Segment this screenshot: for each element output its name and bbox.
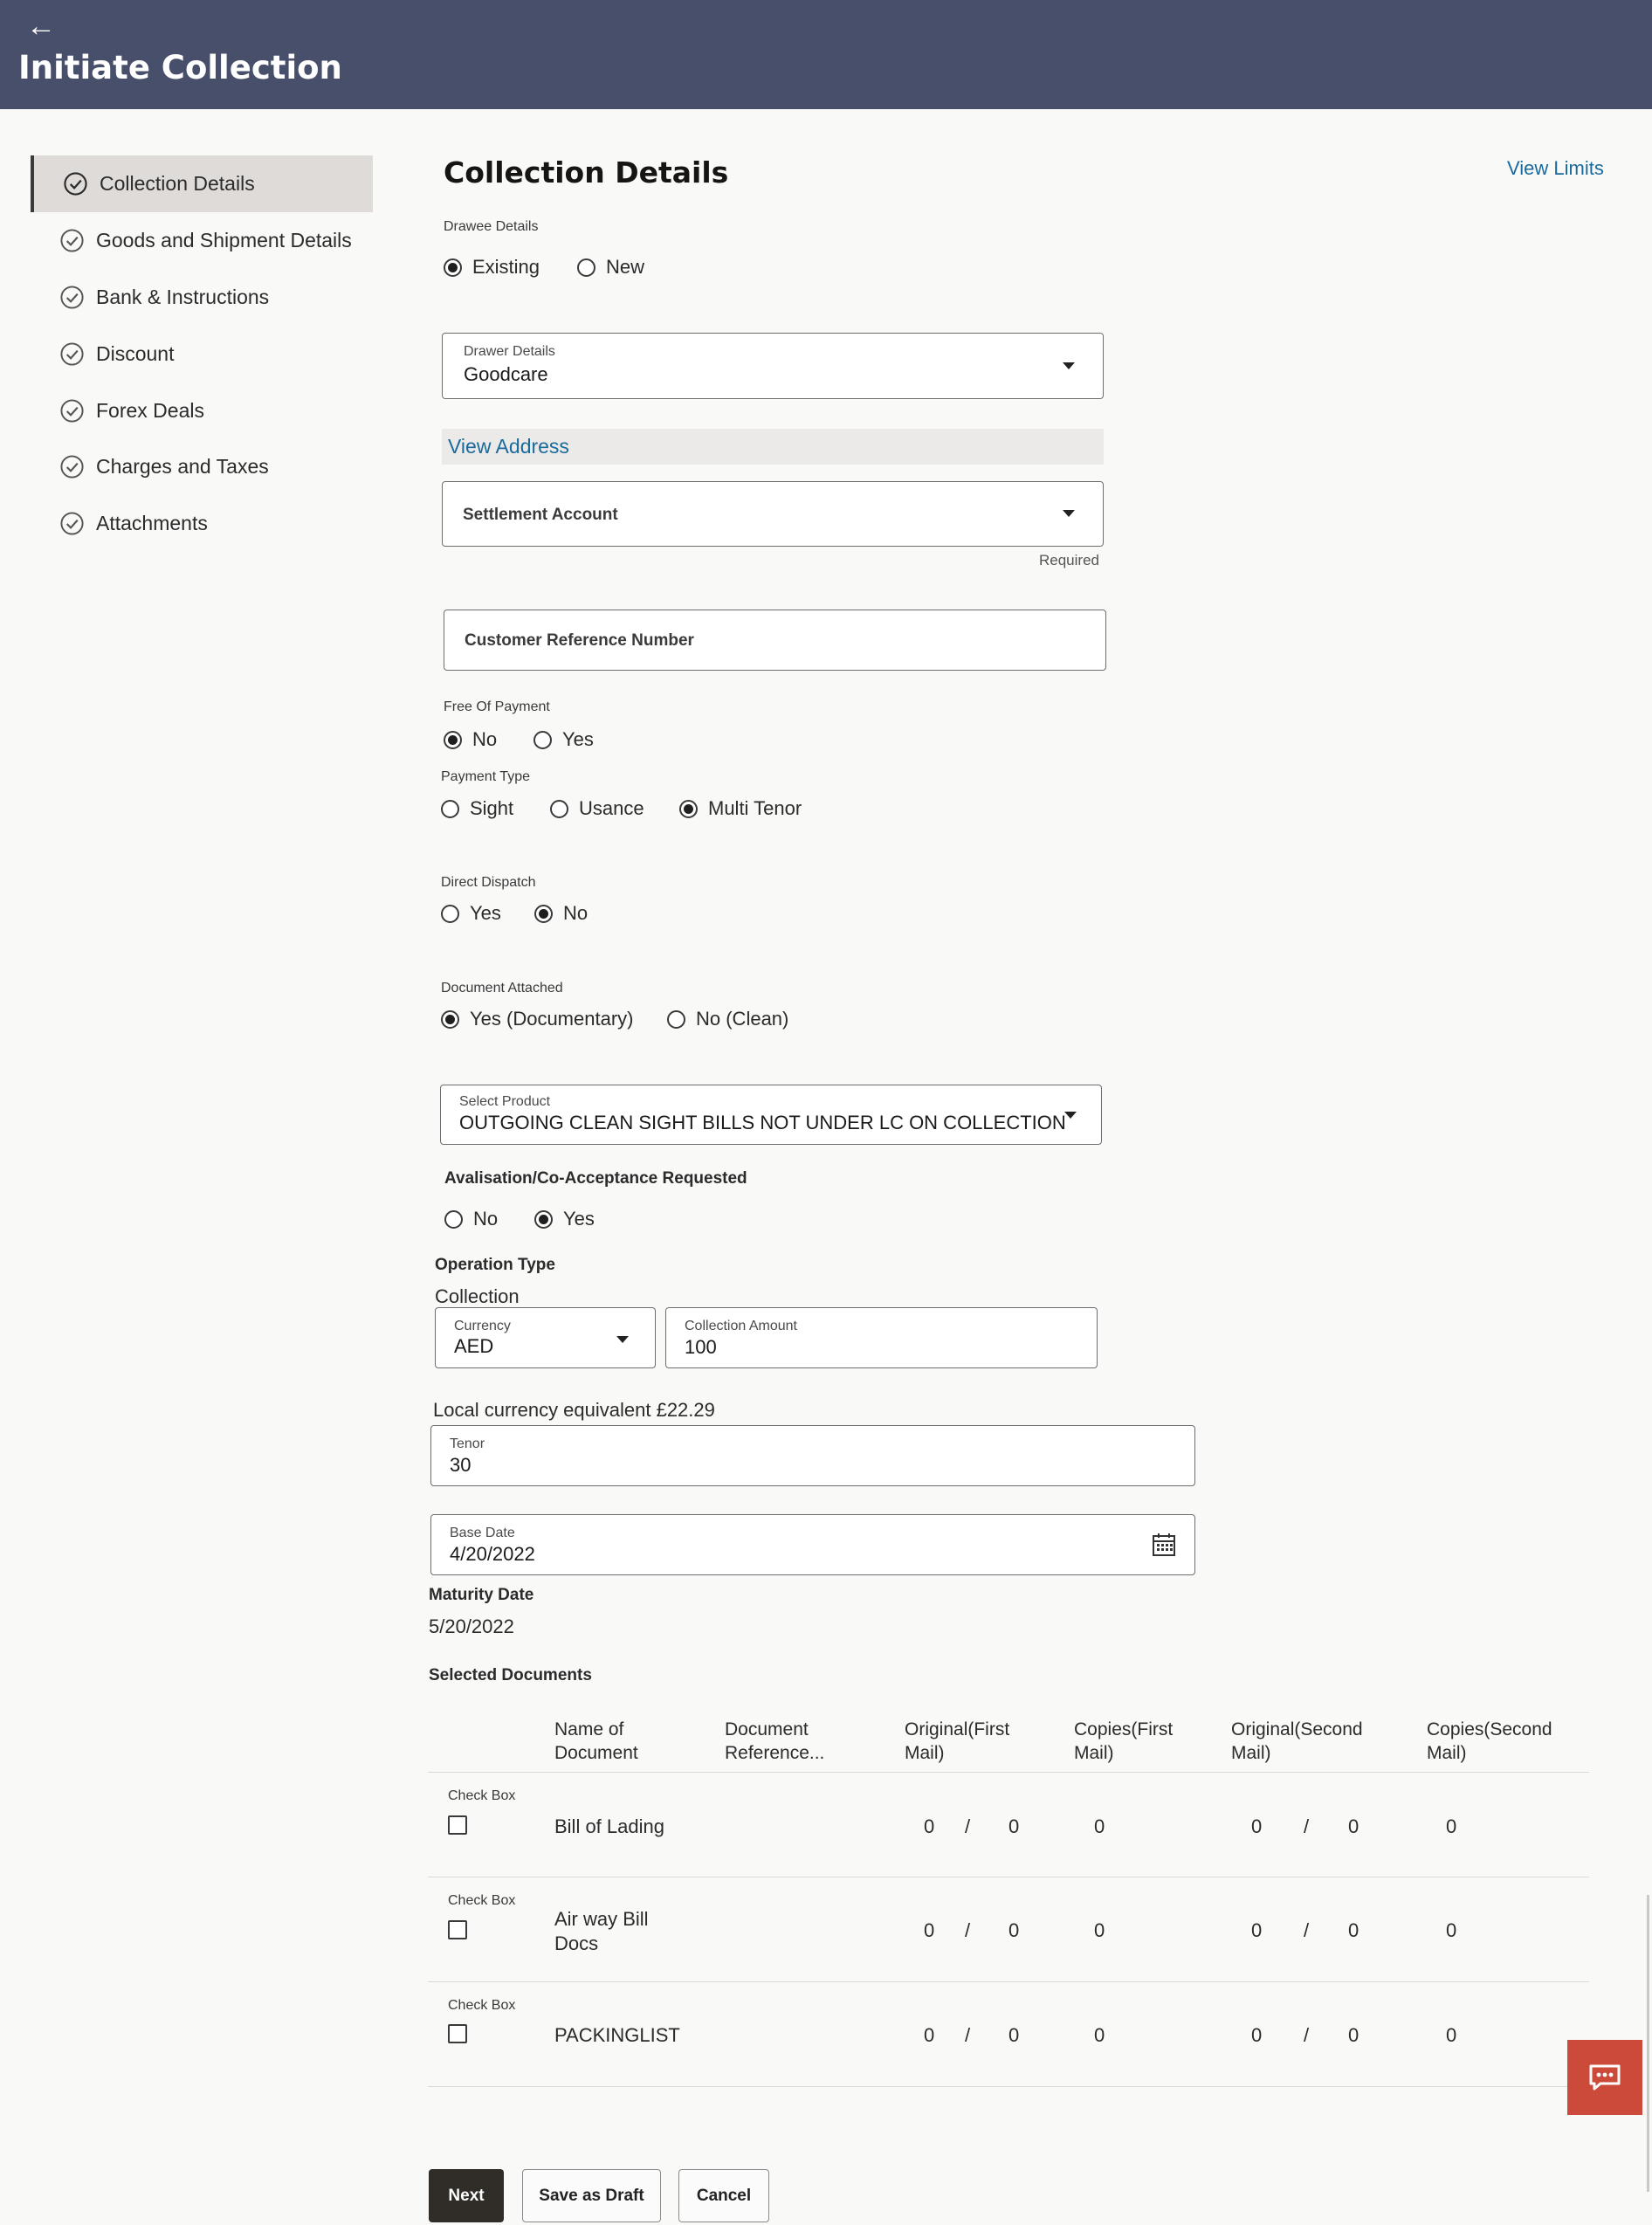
radio-label: Yes [563,1208,595,1230]
base-date-input[interactable] [430,1514,1195,1575]
sidebar-item-label: Attachments [96,512,208,534]
drawer-details-select[interactable] [442,333,1104,399]
radio-selected-icon [534,905,553,923]
collection-amount-input[interactable] [665,1307,1098,1368]
chevron-down-icon [616,1336,629,1343]
check-circle-icon [63,171,88,196]
drawee-details-label: Drawee Details [444,219,539,234]
operation-type-label: Operation Type [435,1256,555,1274]
local-currency-equivalent: Local currency equivalent £22.29 [433,1399,715,1421]
sidebar-item-bank-instructions[interactable] [31,269,373,326]
sidebar-item-attachments[interactable] [31,495,373,552]
direct-dispatch-yes-radio[interactable] [441,902,501,925]
base-date-label: Base Date [450,1526,515,1540]
sidebar-item-charges-taxes[interactable] [31,438,373,495]
document-name: Air way Bill Docs [554,1908,649,1954]
radio-selected-icon [679,800,698,818]
checkbox-label: Check Box [448,1788,516,1803]
copies-second-mail[interactable]: 0 [1446,1919,1457,1941]
row-checkbox[interactable] [448,2024,467,2043]
chat-bubble-icon [1588,2063,1621,2091]
sidebar-item-label: Goods and Shipment Details [96,229,352,251]
tenor-label: Tenor [450,1436,485,1451]
radio-selected-icon [444,258,462,277]
selected-documents-label: Selected Documents [429,1666,592,1684]
radio-unselected-icon [533,731,552,749]
slash-separator: / [965,1815,971,1837]
radio-label: Yes [562,728,594,750]
radio-unselected-icon [667,1010,685,1029]
next-button[interactable]: Next [429,2169,504,2222]
select-product-select[interactable] [440,1085,1102,1145]
original-second-mail-b[interactable]: 0 [1348,1815,1359,1837]
drawee-existing-radio[interactable] [444,256,540,279]
document-name: Bill of Lading [554,1815,664,1837]
checkbox-label: Check Box [448,1998,516,2013]
radio-label: No (Clean) [696,1008,789,1030]
check-circle-icon [59,511,85,536]
radio-label: Multi Tenor [708,797,802,819]
radio-unselected-icon [444,1210,463,1229]
scrollbar[interactable] [1647,1895,1649,2192]
radio-label: Usance [579,797,644,819]
document-name: PACKINGLIST [554,2024,680,2046]
column-header: Copies(Second Mail) [1427,1719,1552,1763]
radio-label: New [606,256,645,278]
free-of-payment-yes-radio[interactable] [533,728,594,751]
base-date-value: 4/20/2022 [450,1543,535,1565]
avalisation-yes-radio[interactable] [534,1208,595,1230]
drawer-details-label: Drawer Details [464,344,555,359]
column-header: Name of Document [554,1719,638,1763]
radio-label: Existing [472,256,540,278]
original-first-mail-a[interactable]: 0 [924,1919,935,1941]
direct-dispatch-label: Direct Dispatch [441,875,536,890]
drawer-details-value: Goodcare [464,363,548,385]
original-second-mail-a[interactable]: 0 [1251,2024,1263,2046]
radio-unselected-icon [441,905,459,923]
radio-label: Yes [470,902,501,924]
currency-value: AED [454,1335,494,1357]
slash-separator: / [1304,1815,1310,1837]
settlement-account-select[interactable] [442,481,1104,547]
view-address-link[interactable]: View Address [448,435,569,458]
tenor-input[interactable] [430,1425,1195,1486]
view-limits-link[interactable]: View Limits [1507,157,1604,179]
document-attached-label: Document Attached [441,981,563,995]
slash-separator: / [965,2024,971,2046]
radio-label: Yes (Documentary) [470,1008,634,1030]
original-second-mail-b[interactable]: 0 [1348,1919,1359,1941]
original-first-mail-b[interactable]: 0 [1008,1815,1020,1837]
page-header [0,0,1652,109]
avalisation-label: Avalisation/Co-Acceptance Requested [444,1169,747,1188]
sidebar-item-goods-shipment[interactable] [31,212,373,269]
settlement-required-hint: Required [1039,552,1099,568]
radio-unselected-icon [577,258,595,277]
copies-first-mail[interactable]: 0 [1094,1919,1105,1941]
check-circle-icon [59,341,85,367]
original-first-mail-b[interactable]: 0 [1008,1919,1020,1941]
select-product-value: OUTGOING CLEAN SIGHT BILLS NOT UNDER LC ON COLLECTION [459,1112,1066,1133]
copies-first-mail[interactable]: 0 [1094,1815,1105,1837]
tenor-value: 30 [450,1454,472,1476]
radio-label: No [472,728,498,750]
collection-amount-value: 100 [685,1336,717,1358]
radio-label: No [563,902,589,924]
slash-separator: / [1304,2024,1310,2046]
row-checkbox[interactable] [448,1920,467,1939]
payment-type-usance-radio[interactable] [550,797,644,820]
collection-amount-label: Collection Amount [685,1319,797,1333]
check-circle-icon [59,454,85,479]
original-second-mail-a[interactable]: 0 [1251,1919,1263,1941]
sidebar-item-label: Forex Deals [96,399,204,422]
radio-unselected-icon [441,800,459,818]
sidebar-item-label: Collection Details [100,172,255,195]
avalisation-no-radio[interactable] [444,1208,498,1230]
row-checkbox[interactable] [448,1815,467,1835]
payment-type-label: Payment Type [441,769,530,784]
settlement-account-placeholder: Settlement Account [463,506,618,524]
save-draft-button[interactable]: Save as Draft [522,2169,661,2222]
chevron-down-icon [1064,1112,1077,1119]
customer-reference-placeholder: Customer Reference Number [465,631,694,650]
operation-type-value: Collection [435,1285,520,1307]
sidebar-item-label: Bank & Instructions [96,286,270,308]
original-first-mail-b[interactable]: 0 [1008,2024,1020,2046]
radio-label: Sight [470,797,514,819]
original-second-mail-a[interactable]: 0 [1251,1815,1263,1837]
payment-type-multi-tenor-radio[interactable] [679,797,802,820]
document-attached-yes-radio[interactable] [441,1008,633,1030]
original-first-mail-a[interactable]: 0 [924,2024,935,2046]
free-of-payment-label: Free Of Payment [444,699,550,714]
radio-unselected-icon [550,800,568,818]
sidebar-item-label: Charges and Taxes [96,455,269,478]
original-second-mail-b[interactable]: 0 [1348,2024,1359,2046]
section-title: Collection Details [444,155,729,189]
slash-separator: / [1304,1919,1310,1941]
currency-select[interactable] [435,1307,656,1368]
sidebar-item-collection-details[interactable] [31,155,373,212]
calendar-icon[interactable] [1152,1533,1176,1557]
sidebar-item-forex-deals[interactable] [31,382,373,439]
arrow-left-icon[interactable]: ← [26,10,56,43]
document-attached-no-radio[interactable] [667,1008,788,1030]
checkbox-label: Check Box [448,1893,516,1908]
check-circle-icon [59,285,85,310]
sidebar-item-label: Discount [96,342,175,365]
direct-dispatch-no-radio[interactable] [534,902,588,925]
customer-reference-input[interactable] [444,610,1106,671]
radio-label: No [473,1208,499,1230]
original-first-mail-a[interactable]: 0 [924,1815,935,1837]
column-header: Copies(First Mail) [1074,1719,1174,1763]
chat-button[interactable] [1567,2040,1642,2115]
check-circle-icon [59,228,85,253]
select-product-label: Select Product [459,1094,551,1109]
page-title: Initiate Collection [18,49,342,86]
copies-first-mail[interactable]: 0 [1094,2024,1105,2046]
radio-selected-icon [534,1210,553,1229]
cancel-button[interactable]: Cancel [678,2169,769,2222]
chevron-down-icon [1063,510,1075,517]
radio-selected-icon [444,731,462,749]
maturity-date-label: Maturity Date [429,1586,534,1604]
divider [428,2086,1589,2087]
free-of-payment-no-radio[interactable] [444,728,497,751]
copies-second-mail[interactable]: 0 [1446,2024,1457,2046]
currency-label: Currency [454,1319,511,1333]
column-header: Document Reference... [725,1719,825,1763]
divider [428,1772,1589,1773]
divider [428,1981,1589,1982]
sidebar-item-discount[interactable] [31,326,373,382]
radio-selected-icon [441,1010,459,1029]
column-header: Original(First Mail) [905,1719,1010,1763]
payment-type-sight-radio[interactable] [441,797,513,820]
column-header: Original(Second Mail) [1231,1719,1363,1763]
maturity-date-value: 5/20/2022 [429,1615,514,1637]
slash-separator: / [965,1919,971,1941]
drawee-new-radio[interactable] [577,256,644,279]
copies-second-mail[interactable]: 0 [1446,1815,1457,1837]
check-circle-icon [59,398,85,424]
chevron-down-icon [1063,362,1075,369]
